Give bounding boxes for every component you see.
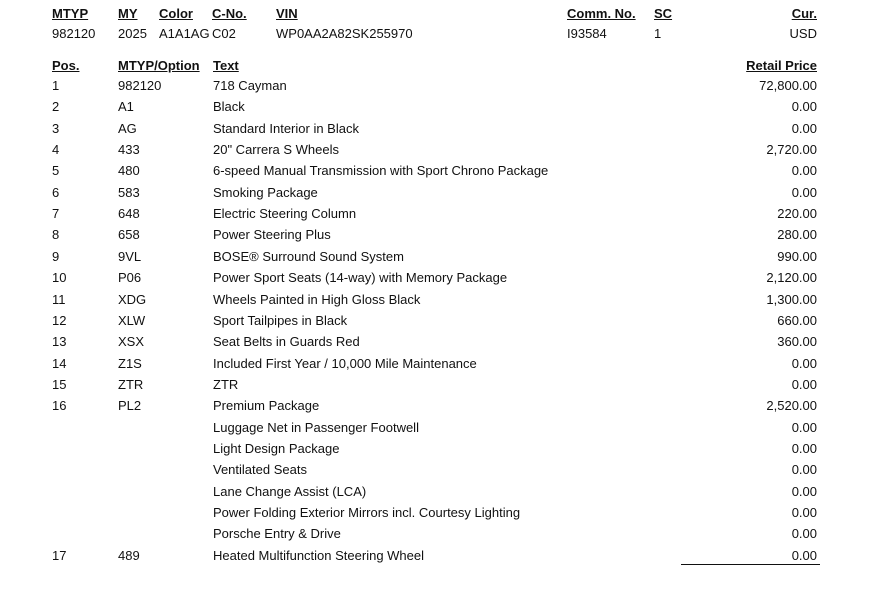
row-pos: 13 (52, 334, 67, 349)
row-pos: 15 (52, 377, 67, 392)
row-retail-price: 0.00 (791, 121, 817, 136)
row-pos: 16 (52, 398, 67, 413)
row-pos: 8 (52, 227, 60, 242)
row-description: Seat Belts in Guards Red (213, 334, 360, 349)
header-label-cno: C-No. (212, 6, 247, 21)
row-retail-price: 360.00 (777, 334, 817, 349)
row-pos: 4 (52, 142, 60, 157)
row-pos: 14 (52, 356, 67, 371)
row-description: Luggage Net in Passenger Footwell (213, 420, 419, 435)
header-value-comm-no: I93584 (567, 26, 607, 41)
row-description: Included First Year / 10,000 Mile Maintenance (213, 356, 477, 371)
row-retail-price: 220.00 (777, 206, 817, 221)
row-retail-price: 0.00 (791, 185, 817, 200)
row-retail-price: 2,720.00 (766, 142, 817, 157)
row-option-code: 982120 (118, 78, 162, 93)
row-option-code: 658 (118, 227, 140, 242)
row-retail-price: 0.00 (791, 441, 817, 456)
row-description: Porsche Entry & Drive (213, 526, 341, 541)
row-retail-price: 2,120.00 (766, 270, 817, 285)
row-pos: 10 (52, 270, 67, 285)
header-label-sc: SC (654, 6, 673, 21)
row-retail-price: 990.00 (777, 249, 817, 264)
row-pos: 3 (52, 121, 60, 136)
row-description: Light Design Package (213, 441, 340, 456)
header-label-my: MY (118, 6, 138, 21)
row-retail-price: 660.00 (777, 313, 817, 328)
row-option-code: XDG (118, 292, 147, 307)
row-retail-price: 2,520.00 (766, 398, 817, 413)
header-label-comm-no: Comm. No. (567, 6, 636, 21)
row-option-code: 480 (118, 163, 140, 178)
row-retail-price: 280.00 (777, 227, 817, 242)
row-description: Standard Interior in Black (213, 121, 359, 136)
row-pos: 2 (52, 99, 60, 114)
row-description: Power Steering Plus (213, 227, 331, 242)
row-retail-price: 72,800.00 (759, 78, 817, 93)
header-value-my: 2025 (118, 26, 147, 41)
row-retail-price: 0.00 (791, 99, 817, 114)
row-pos: 6 (52, 185, 60, 200)
row-retail-price: 0.00 (791, 505, 817, 520)
column-header-option: MTYP/Option (118, 58, 200, 73)
row-retail-price: 0.00 (791, 484, 817, 499)
row-description: ZTR (213, 377, 239, 392)
row-retail-price: 0.00 (791, 356, 817, 371)
row-pos: 12 (52, 313, 67, 328)
header-label-mtyp: MTYP (52, 6, 89, 21)
header-label-currency: Cur. (791, 6, 817, 21)
row-description: 6-speed Manual Transmission with Sport Chrono Package (213, 163, 549, 178)
row-retail-price: 0.00 (791, 163, 817, 178)
header-label-color: Color (159, 6, 193, 21)
row-retail-price: 0.00 (791, 526, 817, 541)
row-option-code: 583 (118, 185, 140, 200)
row-pos: 17 (52, 548, 67, 563)
row-pos: 7 (52, 206, 60, 221)
row-description: Smoking Package (213, 185, 318, 200)
row-retail-price: 0.00 (791, 548, 817, 563)
header-label-vin: VIN (276, 6, 298, 21)
row-description: BOSE® Surround Sound System (213, 249, 404, 264)
header-value-sc: 1 (654, 26, 662, 41)
row-retail-price: 0.00 (791, 420, 817, 435)
row-option-code: 9VL (118, 249, 142, 264)
row-description: Black (213, 99, 245, 114)
row-option-code: 433 (118, 142, 140, 157)
row-option-code: A1 (118, 99, 134, 114)
row-retail-price: 0.00 (791, 377, 817, 392)
header-value-color: A1A1AG (159, 26, 210, 41)
row-description: Heated Multifunction Steering Wheel (213, 548, 425, 563)
row-retail-price: 0.00 (791, 462, 817, 477)
row-option-code: XSX (118, 334, 145, 349)
row-description: Electric Steering Column (213, 206, 357, 221)
row-description: Sport Tailpipes in Black (213, 313, 348, 328)
row-description: 20" Carrera S Wheels (213, 142, 339, 157)
header-value-currency: USD (789, 26, 817, 41)
row-option-code: ZTR (118, 377, 144, 392)
row-option-code: 489 (118, 548, 140, 563)
row-description: Lane Change Assist (LCA) (213, 484, 367, 499)
row-description: Ventilated Seats (213, 462, 307, 477)
row-option-code: XLW (118, 313, 146, 328)
header-value-mtyp: 982120 (52, 26, 96, 41)
row-option-code: 648 (118, 206, 140, 221)
row-pos: 5 (52, 163, 60, 178)
row-description: Power Folding Exterior Mirrors incl. Courtesy Lighting (213, 505, 521, 520)
row-description: Premium Package (213, 398, 320, 413)
row-description: 718 Cayman (213, 78, 287, 93)
total-rule (681, 564, 820, 565)
row-retail-price: 1,300.00 (766, 292, 817, 307)
row-pos: 1 (52, 78, 60, 93)
row-option-code: PL2 (118, 398, 142, 413)
column-header-pos: Pos. (52, 58, 80, 73)
row-option-code: P06 (118, 270, 142, 285)
row-option-code: AG (118, 121, 137, 136)
header-value-vin: WP0AA2A82SK255970 (276, 26, 413, 41)
row-option-code: Z1S (118, 356, 142, 371)
column-header-text: Text (213, 58, 239, 73)
row-description: Wheels Painted in High Gloss Black (213, 292, 421, 307)
header-value-cno: C02 (212, 26, 236, 41)
row-pos: 11 (52, 292, 66, 307)
row-description: Power Sport Seats (14-way) with Memory Package (213, 270, 508, 285)
column-header-retail-price: Retail Price (746, 58, 817, 73)
row-pos: 9 (52, 249, 60, 264)
